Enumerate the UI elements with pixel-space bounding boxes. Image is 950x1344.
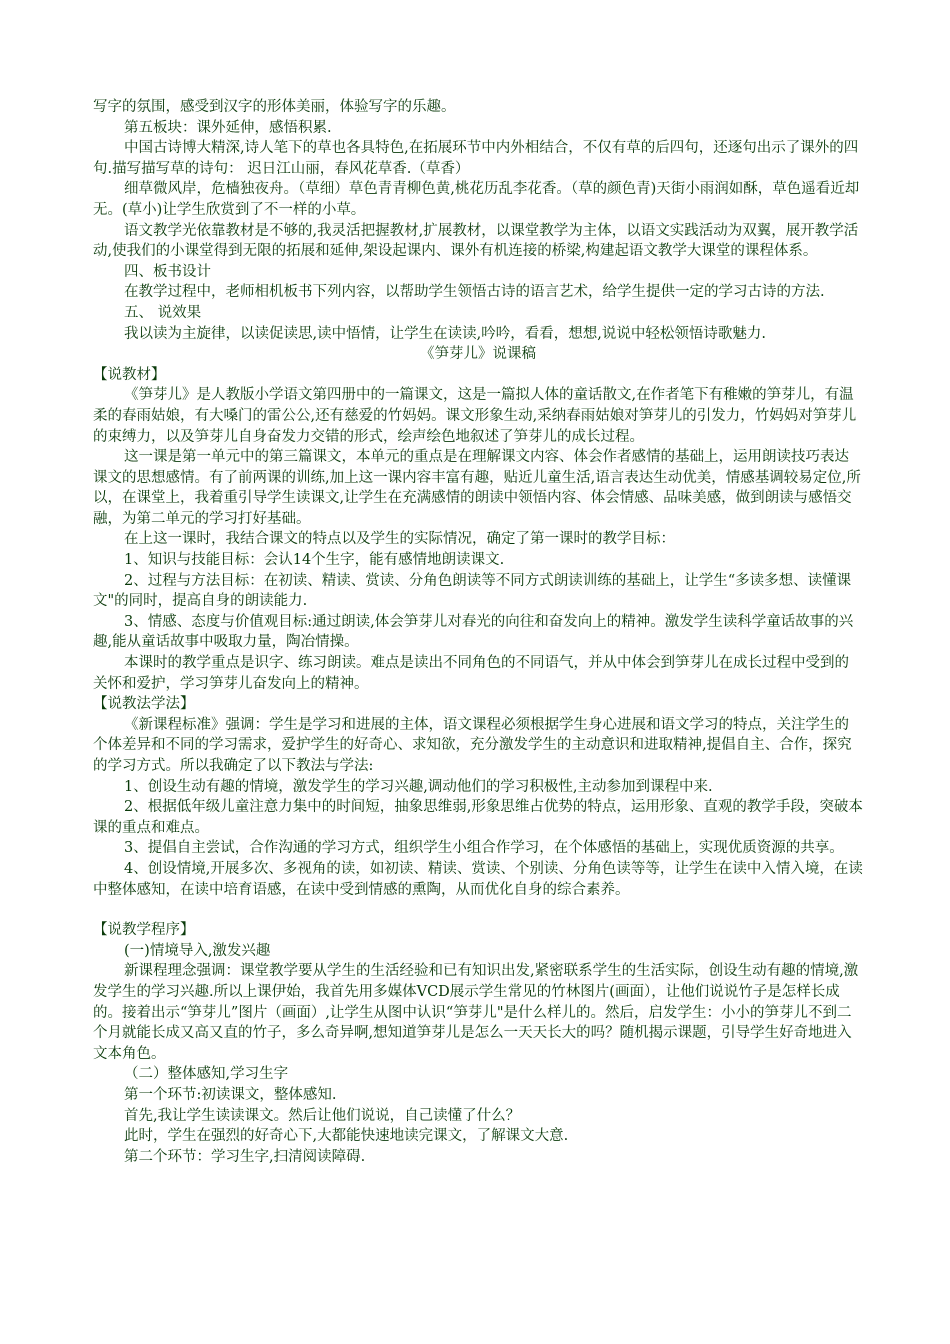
paragraph: (一)情境导入,激发兴趣 [124, 942, 271, 959]
document-page [93, 97, 863, 1167]
document-title: 《笋芽儿》说课稿 [420, 346, 536, 363]
blank-line [93, 900, 863, 920]
part1 [93, 97, 863, 344]
paragraph: 新课程理念强调：课堂教学要从学生的生活经验和已有知识出发,紧密联系学生的生活实际，创设生动有趣的情境,激发学生的学习兴趣.所以上课伊始，我首先用多媒体VCD展示学生常见的竹林图片(画面），让他们说说竹子是怎样长成的。接着出示“笋芽儿”图片（画面）,让学生从图中认识“笋芽儿"是什么样儿的。然后，启发学生：小小的笋芽儿不到二个月就能长成又高又直的竹子，多么奇异啊,想知道笋芽儿是怎么一天天长大的吗？随机揭示课题，引导学生好奇地进入文本角色。 [93, 963, 859, 1062]
paragraph: 写字的氛围，感受到汉字的形体美丽，体验写字的乐趣。 [93, 99, 456, 115]
paragraph: 本课时的教学重点是识字、练习朗读。难点是读出不同角色的不同语气，并从中体会到笋芽儿在成长过程中受到的关怀和爱护，学习笋芽儿奋发向上的精神。 [93, 655, 849, 692]
paragraph: 此时，学生在强烈的好奇心下,大都能快速地读完课文，了解课文大意. [124, 1128, 569, 1145]
paragraph: 我以读为主旋律，以读促读思,读中悟情，让学生在读读,吟吟，看看，想想,说说中轻松领悟诗歌魅力. [124, 325, 766, 342]
section-heading: 【说教法学法】 [93, 696, 195, 713]
section-teaching-material [93, 365, 863, 695]
list-item: 3、提倡自主尝试，合作沟通的学习方式，组织学生小组合作学习，在个体感悟的基础上，实现优质资源的共享。 [124, 840, 844, 857]
section-heading: 四、板书设计 [124, 263, 211, 280]
list-item: 4、创设情境,开展多次、多视角的读，如初读、精读、赏读、个别读、分角色读等等，让学生在读中入情入境，在读中整体感知，在读中培育语感，在读中受到情感的熏陶，从而优化自身的综合素养。 [93, 860, 863, 898]
section-teaching-methods [93, 694, 863, 900]
paragraph: 细草微风岸，危樯独夜舟。（草细）草色青青柳色黄,桃花历乱李花香。（草的颜色青)天街小雨润如酥，草色遥看近却无。(草小)让学生欣赏到了不一样的小草。 [93, 181, 860, 218]
paragraph: 在教学过程中，老师相机板书下列内容，以帮助学生领悟古诗的语言艺术，给学生提供一定的学习古诗的方法. [124, 284, 825, 301]
paragraph: 在上这一课时，我结合课文的特点以及学生的实际情况，确定了第一课时的教学目标： [124, 531, 675, 548]
paragraph: 中国古诗博大精深,诗人笔下的草也各具特色,在拓展环节中内外相结合，不仅有草的后四句，还逐句出示了课外的四句.描写描写草的诗句： 迟日江山丽，春风花草香.（草香） [93, 140, 859, 177]
section-heading: 五、 说效果 [124, 304, 202, 321]
section-teaching-procedure [93, 920, 863, 1167]
list-item: 1、创设生动有趣的情境，激发学生的学习兴趣,调动他们的学习积极性,主动参加到课程中来. [124, 778, 713, 795]
paragraph: 第二个环节：学习生字,扫清阅读障碍. [124, 1148, 366, 1165]
paragraph: 这一课是第一单元中的第三篇课文，本单元的重点是在理解课文内容、体会作者感情的基础上，运用朗读技巧表达课文的思想感情。有了前两课的训练,加上这一课内容丰富有趣，贴近儿童生活,语言表达生动优美，情感基调较易定位,所以，在课堂上，我着重引导学生读课文,让学生在充满感情的朗读中领悟内容、体会情感、品味美感，做到朗读与感悟交融，为第二单元的学习打好基础。 [93, 449, 861, 527]
paragraph: 语文教学光依靠教材是不够的,我灵活把握教材,扩展教材，以课堂教学为主体，以语文实践活动为双翼，展开教学活动,使我们的小课堂得到无限的拓展和延伸,架设起课内、课外有机连接的桥梁,构建起语文教学大课堂的课程体系。 [93, 222, 859, 260]
paragraph: 首先,我让学生读读课文。然后让他们说说，自己读懂了什么？ [124, 1107, 521, 1124]
paragraph: 第一个环节:初读课文，整体感知. [124, 1086, 337, 1103]
section-heading: 【说教材】 [93, 366, 166, 383]
paragraph: 《新课程标准》强调：学生是学习和进展的主体，语文课程必须根据学生身心进展和语文学习的特点，关注学生的个体差异和不同的学习需求，爱护学生的好奇心、求知欲，充分激发学生的主动意识和进取精神,提倡自主、合作，探究的学习方式。所以我确定了以下教法与学法: [93, 716, 852, 774]
list-item: 2、过程与方法目标：在初读、精读、赏读、分角色朗读等不同方式朗读训练的基础上，让学生“多读多想、读懂课文"的同时，提高自身的朗读能力. [93, 572, 852, 610]
section-heading: 【说教学程序】 [93, 922, 195, 939]
list-item: 3、情感、态度与价值观目标:通过朗读,体会笋芽儿对春光的向往和奋发向上的精神。激发学生读科学童话故事的兴趣,能从童话故事中吸取力量，陶冶情操。 [93, 613, 854, 651]
paragraph: （二）整体感知,学习生字 [124, 1066, 289, 1083]
list-item: 2、根据低年级儿童注意力集中的时间短，抽象思维弱,形象思维占优势的特点，运用形象、直观的教学手段，突破本课的重点和难点。 [93, 799, 863, 836]
paragraph: 第五板块：课外延伸，感悟积累. [124, 119, 332, 136]
list-item: 1、知识与技能目标：会认14个生字，能有感情地朗读课文. [124, 552, 505, 569]
paragraph: 《笋芽儿》是人教版小学语文第四册中的一篇课文，这是一篇拟人体的童话散文,在作者笔下有稚嫩的笋芽儿，有温柔的春雨姑娘，有大嗓门的雷公公,还有慈爱的竹妈妈。课文形象生动,采纳春雨姑娘对笋芽儿的引发力，竹妈妈对笋芽儿的束缚力，以及笋芽儿自身奋发力交错的形式，绘声绘色地叙述了笋芽儿的成长过程。 [93, 387, 857, 445]
